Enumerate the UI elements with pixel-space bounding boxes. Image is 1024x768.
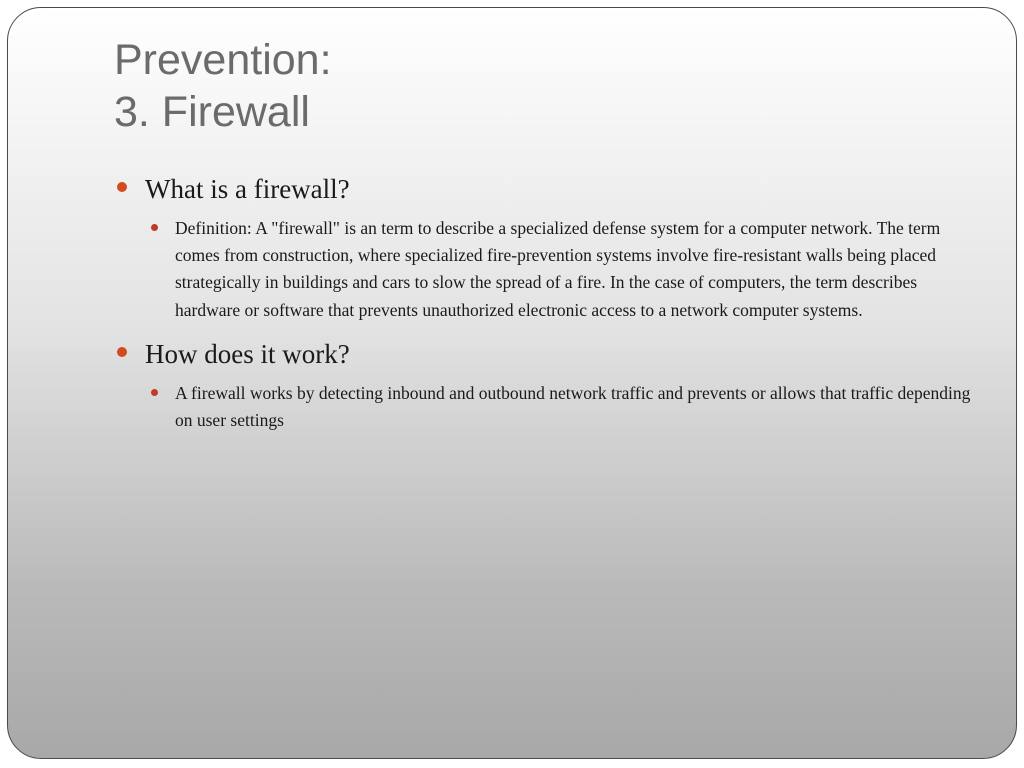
slide-body xyxy=(114,172,974,434)
sub-bullet-text: Definition: A "firewall" is an term to describe a specialized defense system for a computer network. The term comes from construction, where specialized fire-prevention systems involve fire-resistant walls being placed strategically in buildings and cars to slow the spread of a fire. In the case of computers, the term describes hardware or software that prevents unauthorized electronic access to a network computer systems. xyxy=(175,218,941,320)
sub-bullet-explanation xyxy=(114,380,974,434)
slide xyxy=(7,7,1017,759)
bullet-how-does-it-work xyxy=(114,337,974,371)
sub-bullet-dot-icon xyxy=(151,224,158,231)
bullet-heading: How does it work? xyxy=(145,338,350,369)
slide-title-line-1: Prevention: xyxy=(114,36,332,84)
sub-bullet-text: A firewall works by detecting inbound and outbound network traffic and prevents or allows that traffic depending on user settings xyxy=(175,382,971,431)
sub-bullet-definition xyxy=(114,215,974,324)
slide-title xyxy=(114,34,332,138)
bullet-heading: What is a firewall? xyxy=(145,174,350,204)
slide-title-line-2: 3. Firewall xyxy=(114,88,310,136)
bullet-dot-icon xyxy=(117,182,127,192)
sub-bullet-dot-icon xyxy=(151,389,158,396)
bullet-dot-icon xyxy=(117,347,127,357)
bullet-what-is-firewall xyxy=(114,172,974,206)
